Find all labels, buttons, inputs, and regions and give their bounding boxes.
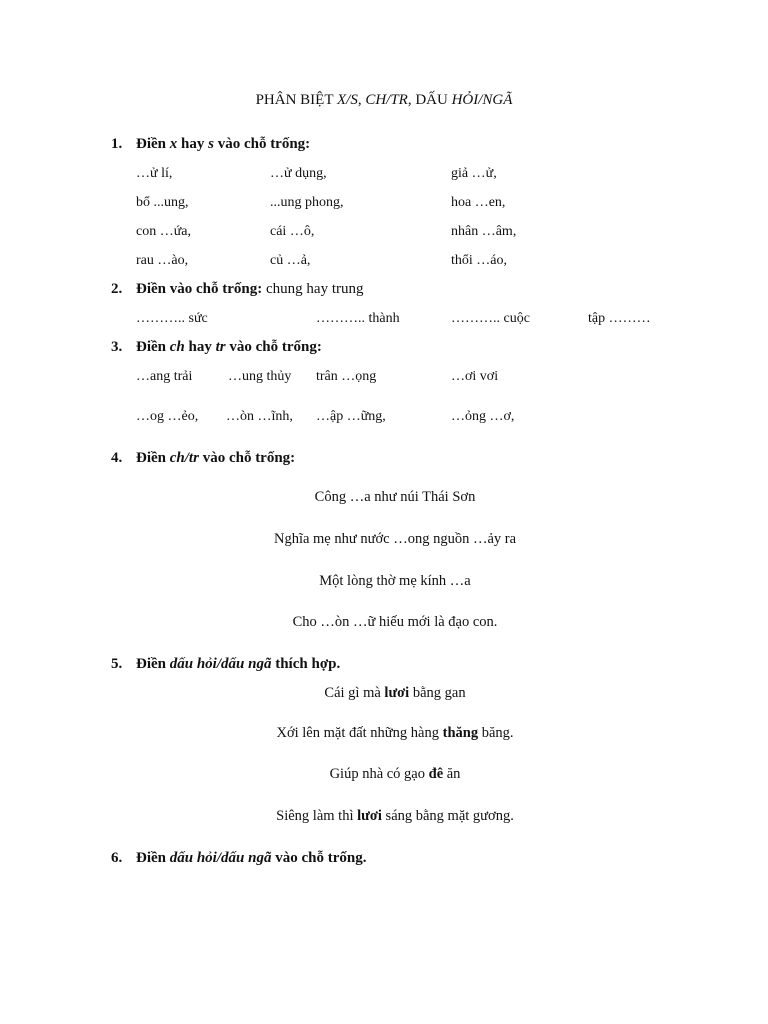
question-3-heading: 3. Điền ch hay tr vào chỗ trống: [111,339,322,355]
question-4-heading: 4. Điền ch/tr vào chỗ trống: [111,450,296,466]
blank-item: …ử dụng, [270,166,327,181]
blank-item: …ử lí, [136,166,173,181]
question-2-row [136,311,696,331]
question-6-heading: 6. Điền dấu hỏi/dấu ngã vào chỗ trống. [111,850,367,866]
poem-line: Cho …òn …ữ hiếu mới là đạo con. [292,614,498,630]
blank-item: ……….. thành [316,311,400,326]
blank-item: ……….. sức [136,311,208,326]
blank-item: ...ung phong, [270,195,344,210]
poem-line: Cái gì mà lươi bằng gan [324,685,466,701]
blank-item: cái …ô, [270,224,315,239]
blank-item: …òn …ĩnh, [226,409,293,424]
blank-item: …ang trải [136,369,193,384]
poem-line: Giúp nhà có gạo đê ăn [329,766,461,782]
question-3-row [136,369,696,389]
blank-item: …ập …ững, [316,409,386,424]
blank-item: hoa …en, [451,195,506,210]
question-1-heading: 1. Điền x hay s vào chỗ trống: [111,136,311,152]
blank-item: …ung thủy [228,369,292,384]
blank-item: trân …ọng [316,369,377,384]
question-1-row [136,253,696,273]
question-1-row [136,166,696,186]
poem-line: Xới lên mặt đất những hàng thăng băng. [276,725,514,741]
question-1-row [136,195,696,215]
poem-line: Siêng làm thì lươi sáng bằng mặt gương. [276,808,514,824]
blank-item: bổ ...ung, [136,195,189,210]
blank-item: nhân …âm, [451,224,517,239]
blank-item: con …ứa, [136,224,192,239]
blank-item: ……….. cuộc [451,311,530,326]
blank-item: giả …ử, [451,166,497,181]
page-title: PHÂN BIỆT X/S, CH/TR, DẤU HỎI/NGÃ [255,92,513,108]
poem-line: Một lòng thờ mẹ kính …a [319,573,471,589]
blank-item: …ơi vơi [451,369,499,384]
question-1-row [136,224,696,244]
question-5-heading: 5. Điền dấu hỏi/dấu ngã thích hợp. [111,656,341,672]
blank-item: …og …ẻo, [136,409,199,424]
blank-item: thổi …áo, [451,253,507,268]
blank-item: củ …ả, [270,253,311,268]
poem-line: Nghĩa mẹ như nước …ong nguồn …ảy ra [273,531,517,547]
question-2-heading: 2. Điền vào chỗ trống: chung hay trung [111,281,364,297]
blank-item: tập ……… [588,311,651,326]
blank-item: rau …ào, [136,253,189,268]
blank-item: …ỏng …ơ, [451,409,515,424]
question-3-row [136,409,696,429]
poem-line: Công …a như núi Thái Sơn [314,489,476,505]
